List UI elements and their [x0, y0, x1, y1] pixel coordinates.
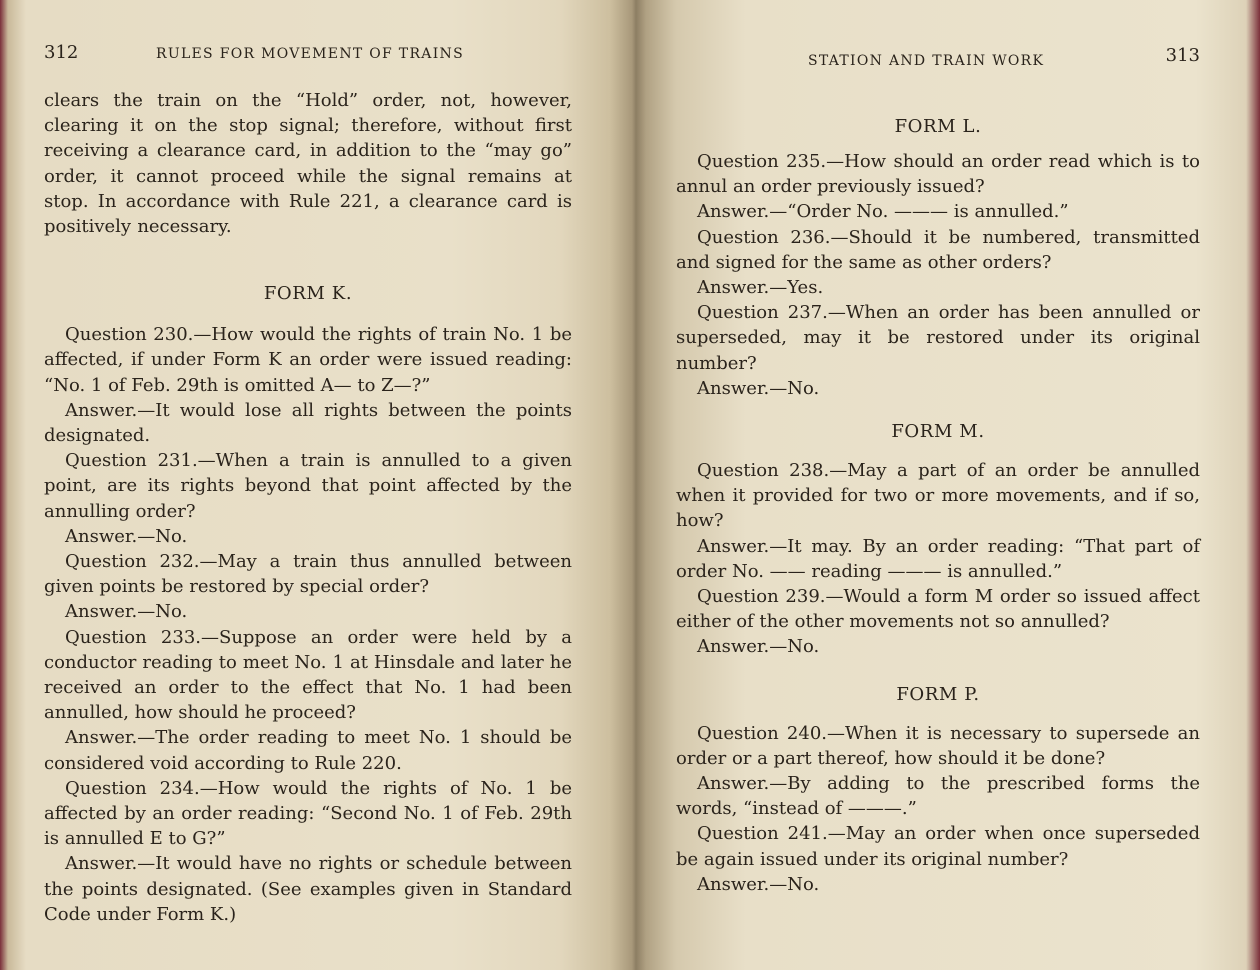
question-231: Question 231.—When a train is annulled to a given point, are its rights beyond that point affected by the annulling order?	[44, 450, 572, 522]
answer-231: Answer.—No.	[65, 525, 188, 547]
left-page-number: 312	[44, 42, 79, 63]
form-p-heading: FORM P.	[896, 683, 980, 705]
answer-235: Answer.—“Order No. ——— is annulled.”	[697, 201, 1069, 223]
opening-paragraph: clears the train on the “Hold” order, not, however, clearing it on the stop signal; therefore, without first receiving a clearance card, in addition to the “may go” order, it cannot proceed while the signal remains at stop. In accordance with Rule 221, a clearance card is positively necessary.	[44, 90, 572, 238]
form-l-heading: FORM L.	[894, 116, 982, 137]
answer-237: Answer.—No.	[697, 377, 820, 399]
left-page-text-block	[44, 38, 572, 927]
right-page	[636, 0, 1260, 970]
form-k-qa	[44, 322, 572, 927]
question-235: Question 235.—How should an order read which is to annul an order previously issued?	[676, 151, 1200, 198]
answer-233: Answer.—The order reading to meet No. 1 should be considered void according to Rule 220.	[44, 727, 572, 774]
form-k-heading: FORM K.	[263, 283, 353, 305]
right-running-head-title: STATION AND TRAIN WORK	[808, 53, 1045, 69]
left-running-head	[44, 38, 572, 68]
question-232: Question 232.—May a train thus annulled between given points be restored by special order?	[44, 551, 572, 598]
question-234: Question 234.—How would the rights of No. 1 be affected by an order reading: “Second No. 1 of Feb. 29th is annulled E to G?”	[44, 777, 572, 850]
answer-230: Answer.—It would lose all rights between the points designated.	[44, 399, 572, 447]
question-236: Question 236.—Should it be numbered, transmitted and signed for the same as other orders?	[676, 226, 1200, 273]
right-running-head	[676, 40, 1200, 70]
right-page-text-block	[676, 40, 1200, 897]
answer-240: Answer.—By adding to the prescribed forms the words, “instead of ———.”	[676, 773, 1200, 820]
question-241: Question 241.—May an order when once superseded be again issued under its original number?	[676, 823, 1200, 870]
form-l-qa	[676, 149, 1200, 401]
question-239: Question 239.—Would a form M order so issued affect either of the other movements not so annulled?	[676, 586, 1200, 633]
answer-238: Answer.—It may. By an order reading: “That part of order No. —— reading ——— is annulled.”	[676, 535, 1200, 582]
right-page-number: 313	[1165, 45, 1200, 66]
answer-239: Answer.—No.	[697, 636, 820, 658]
answer-241: Answer.—No.	[697, 873, 820, 895]
answer-236: Answer.—Yes.	[697, 277, 824, 299]
question-240: Question 240.—When it is necessary to supersede an order or a part thereof, how should it be done?	[676, 722, 1200, 769]
answer-234: Answer.—It would have no rights or schedule between the points designated. (See examples given in Standard Code under Form K.)	[44, 853, 572, 925]
form-m-qa	[676, 458, 1200, 660]
form-m-heading: FORM M.	[891, 421, 985, 443]
question-238: Question 238.—May a part of an order be annulled when it provided for two or more movements, and if so, how?	[676, 460, 1200, 532]
question-233: Question 233.—Suppose an order were held by a conductor reading to meet No. 1 at Hinsdale and later he received an order to the effect that No. 1 had been annulled, how should he proceed?	[44, 626, 572, 724]
question-230: Question 230.—How would the rights of train No. 1 be affected, if under Form K an order were issued reading: “No. 1 of Feb. 29th is omitted A— to Z—?”	[44, 324, 572, 396]
answer-232: Answer.—No.	[65, 601, 188, 623]
left-running-head-title: RULES FOR MOVEMENT OF TRAINS	[156, 46, 464, 62]
question-237: Question 237.—When an order has been annulled or superseded, may it be restored under its original number?	[676, 302, 1200, 374]
form-p-qa	[676, 721, 1200, 897]
